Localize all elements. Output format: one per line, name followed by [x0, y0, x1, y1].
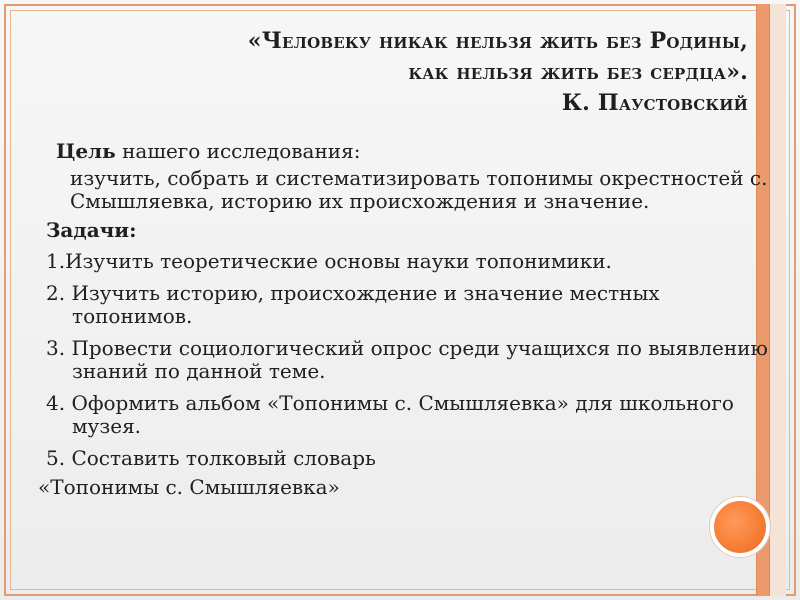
tasks-heading: Задачи: [46, 218, 137, 242]
goal-heading [56, 140, 776, 163]
slide-body [38, 139, 776, 499]
epigraph-quote [148, 26, 748, 119]
goal-label: Цель [56, 139, 116, 163]
dictionary-title: «Топонимы с. Смышляевка» [38, 475, 340, 499]
quote-line-2: как нельзя жить без сердца». [408, 59, 748, 85]
task-item: 3. Провести социологический опрос среди учащихся по выявлению знаний по данной теме. [46, 336, 768, 383]
task-item: 2. Изучить историю, происхождение и значение местных топонимов. [46, 281, 660, 328]
task-item: 4. Оформить альбом «Топонимы с. Смышляевка» для школьного музея. [46, 391, 734, 438]
quote-line-1: «Человеку никак нельзя жить без Родины, [247, 28, 748, 54]
task-item: 5. Составить толковый словарь [46, 446, 376, 470]
goal-label-rest: нашего исследования: [115, 139, 361, 163]
quote-author: К. Паустовский [561, 90, 748, 116]
goal-text: изучить, собрать и систематизировать топонимы окрестностей с. Смышляевка, историю их происхождения и значение. [70, 166, 768, 213]
decorative-circle-icon [710, 497, 770, 557]
task-item: 1.Изучить теоретические основы науки топонимики. [46, 249, 612, 273]
